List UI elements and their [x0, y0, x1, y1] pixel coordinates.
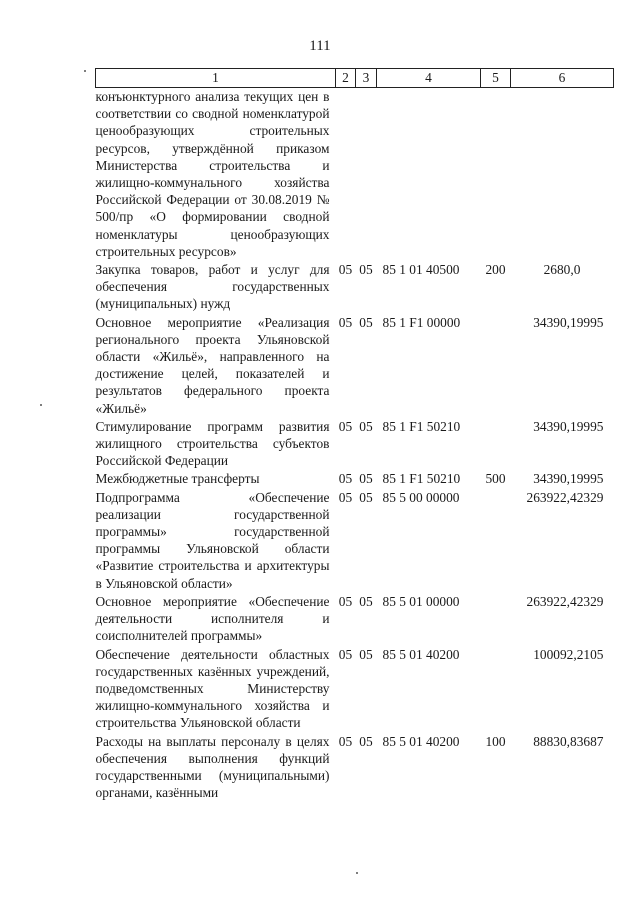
- subsection-code: 05: [359, 646, 373, 662]
- row-name: Основное мероприятие «Обеспечение деятельности исполнителя и соисполнителей программы»: [95, 593, 330, 644]
- amount: [511, 88, 614, 262]
- table-row: [96, 314, 614, 418]
- target-article-code: 85 1 01 40500: [382, 262, 460, 278]
- table-row: [96, 261, 614, 314]
- section-code: 05: [338, 262, 353, 278]
- row-name: Закупка товаров, работ и услуг для обеспечения государственных (муниципальных) нужд: [95, 262, 330, 312]
- column-header: 6: [511, 69, 614, 88]
- expense-type-code: 100: [485, 733, 506, 749]
- budget-table: [95, 68, 614, 802]
- column-header: 4: [377, 69, 481, 88]
- section-code: 05: [338, 314, 353, 330]
- column-header: 5: [481, 69, 511, 88]
- row-name: Стимулирование программ развития жилищного строительства субъектов Российской Федерации: [95, 418, 330, 469]
- table-row: [96, 646, 614, 733]
- subsection-code: 05: [359, 733, 373, 749]
- section-code: 05: [338, 418, 353, 434]
- subsection-code: 05: [359, 489, 373, 505]
- target-article-code: 85 5 01 00000: [382, 593, 460, 609]
- table-row: [96, 418, 614, 471]
- target-article-code: 85 5 00 00000: [382, 489, 460, 505]
- amount: 88830,83687: [533, 733, 604, 749]
- row-name: Обеспечение деятельности областных государственных казённых учреждений, подведомственных Министерству жилищно-коммунального хозяйства и строительства Ульяновской области: [95, 646, 330, 731]
- page-number: 111: [309, 38, 331, 54]
- amount: 34390,19995: [533, 471, 604, 487]
- column-header: 2: [336, 69, 356, 88]
- table-row: [96, 88, 614, 262]
- target-article-code: 85 1 F1 50210: [382, 418, 461, 434]
- subsection-code: 05: [359, 262, 373, 278]
- table-row: [96, 489, 614, 593]
- section-code: 05: [338, 489, 353, 505]
- expense-type-code: [481, 314, 511, 418]
- expense-type-code: [481, 418, 511, 471]
- row-name: конъюнктурного анализа текущих цен в соответствии со сводной номенклатурой ценообразующих строительных ресурсов, утверждённой приказом Министерства строительства и жилищно-коммунального хозяйства Российской Федерации от 30.08.2019 № 500/пр «О формировании сводной номенклатуры ценообразующих строительных ресурсов»: [95, 89, 330, 259]
- expense-type-code: [481, 646, 511, 733]
- subsection-code: 05: [359, 418, 373, 434]
- target-article-code: 85 1 F1 00000: [382, 314, 461, 330]
- section-code: 05: [338, 733, 353, 749]
- amount: 263922,42329: [526, 489, 604, 505]
- section-code: 05: [338, 646, 353, 662]
- table-header-row: [96, 69, 614, 88]
- scan-speck: [84, 70, 86, 72]
- scan-speck: [40, 404, 42, 406]
- table-row: [96, 470, 614, 488]
- row-name: Межбюджетные трансферты: [95, 471, 260, 487]
- section-code: 05: [338, 593, 353, 609]
- column-header: 3: [356, 69, 377, 88]
- expense-type-code: [481, 489, 511, 593]
- subsection-code: 05: [359, 471, 373, 487]
- column-header: 1: [96, 69, 336, 88]
- subsection-code: 05: [359, 314, 373, 330]
- section-code: 05: [338, 471, 353, 487]
- row-name: Подпрограмма «Обеспечение реализации государственной программы» государственной программы Ульяновской области «Развитие строительства и архитектуры в Ульяновской области»: [95, 489, 330, 591]
- amount: 263922,42329: [526, 593, 604, 609]
- row-name: Расходы на выплаты персоналу в целях обеспечения выполнения функций государственными (муниципальными) органами, казёнными: [95, 733, 330, 801]
- target-article-code: 85 5 01 40200: [382, 646, 460, 662]
- amount: 34390,19995: [533, 314, 604, 330]
- row-name: Основное мероприятие «Реализация регионального проекта Ульяновской области «Жильё», направленного на достижение целей, показателей и результатов федерального проекта «Жильё»: [95, 314, 330, 416]
- expense-type-code: 500: [485, 471, 506, 487]
- table-row: [96, 593, 614, 646]
- subsection-code: [356, 88, 377, 262]
- subsection-code: 05: [359, 593, 373, 609]
- scan-speck: [356, 872, 358, 874]
- expense-type-code: [481, 88, 511, 262]
- target-article-code: 85 1 F1 50210: [382, 471, 461, 487]
- expense-type-code: 200: [485, 262, 506, 278]
- expense-type-code: [481, 593, 511, 646]
- amount: 34390,19995: [533, 418, 604, 434]
- amount: 2680,0: [543, 262, 581, 278]
- target-article-code: [377, 88, 481, 262]
- table-row: [96, 733, 614, 803]
- section-code: [336, 88, 356, 262]
- amount: 100092,2105: [533, 646, 604, 662]
- target-article-code: 85 5 01 40200: [382, 733, 460, 749]
